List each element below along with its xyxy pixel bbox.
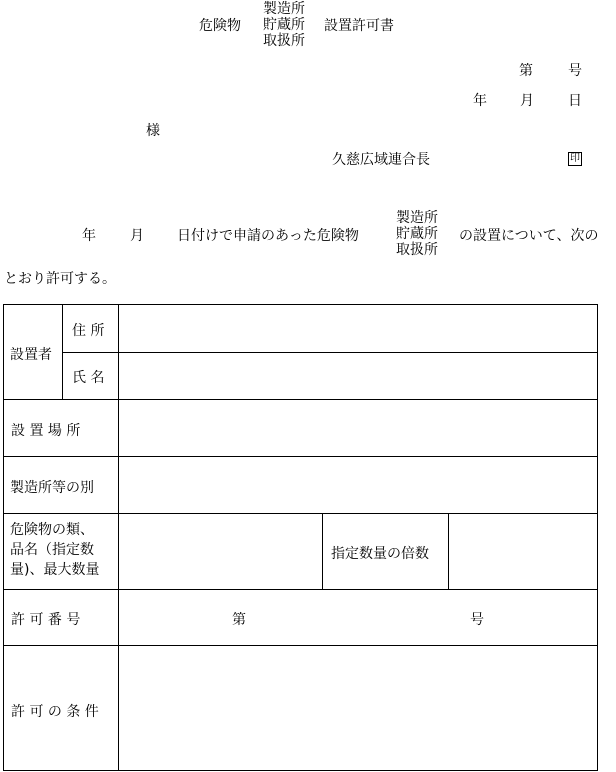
body-facility-storage: 貯蔵所 (396, 226, 438, 242)
addressee-suffix: 様 (146, 123, 160, 139)
table-rule-installer-split (62, 304, 63, 400)
body-line2: とおり許可する。 (4, 271, 116, 287)
table-border-top (3, 304, 598, 305)
table-rule-installer (3, 399, 598, 400)
issuer-title: 久慈広域連合長 (332, 152, 430, 168)
title-facility-manufacture: 製造所 (263, 1, 305, 17)
label-installer: 設置者 (10, 347, 52, 363)
body-dated-text: 日付けで申請のあった危険物 (177, 228, 359, 244)
number-go: 号 (568, 63, 582, 79)
title-prefix: 危険物 (199, 18, 241, 34)
table-rule-multiple-value (448, 513, 449, 590)
table-border-left (3, 304, 4, 771)
permit-number-dai: 第 (232, 612, 246, 628)
table-rule-permit-number (3, 645, 598, 646)
label-name: 氏 名 (72, 370, 105, 386)
date-day: 日 (568, 93, 582, 109)
body-facility-manufacture: 製造所 (396, 210, 438, 226)
title-facility-stack (263, 1, 305, 49)
label-hazmat (10, 520, 99, 580)
table-border-right (597, 304, 598, 771)
table-rule-hazmat-value (322, 513, 323, 590)
table-rule-location (3, 456, 598, 457)
label-location: 設 置 場 所 (11, 423, 81, 439)
label-address: 住 所 (72, 323, 105, 339)
label-hazmat-line1: 危険物の類、 (10, 522, 94, 538)
date-month: 月 (520, 93, 534, 109)
number-dai: 第 (519, 63, 533, 79)
label-quantity-multiple: 指定数量の倍数 (331, 546, 429, 562)
title-suffix: 設置許可書 (324, 18, 394, 34)
label-permit-number: 許 可 番 号 (11, 612, 81, 628)
label-permit-conditions: 許 可 の 条 件 (11, 704, 99, 720)
body-facility-handling: 取扱所 (396, 242, 438, 258)
table-rule-address (62, 352, 598, 353)
body-month: 月 (130, 228, 144, 244)
title-facility-handling: 取扱所 (263, 33, 305, 49)
body-year: 年 (82, 228, 96, 244)
date-year: 年 (473, 93, 487, 109)
table-rule-label-column (118, 304, 119, 771)
permit-number-go: 号 (470, 612, 484, 628)
table-border-bottom (3, 770, 598, 771)
label-facility-type: 製造所等の別 (10, 480, 94, 496)
body-after-text: の設置について、次の (459, 228, 599, 244)
title-facility-storage: 貯蔵所 (263, 17, 305, 33)
label-hazmat-line3: 量)、最大数量 (10, 562, 100, 578)
label-hazmat-line2: 品名（指定数 (10, 542, 94, 558)
body-facility-stack (396, 210, 438, 258)
seal-mark: 印 (570, 153, 580, 164)
table-rule-hazmat (3, 589, 598, 590)
table-rule-facility (3, 513, 598, 514)
